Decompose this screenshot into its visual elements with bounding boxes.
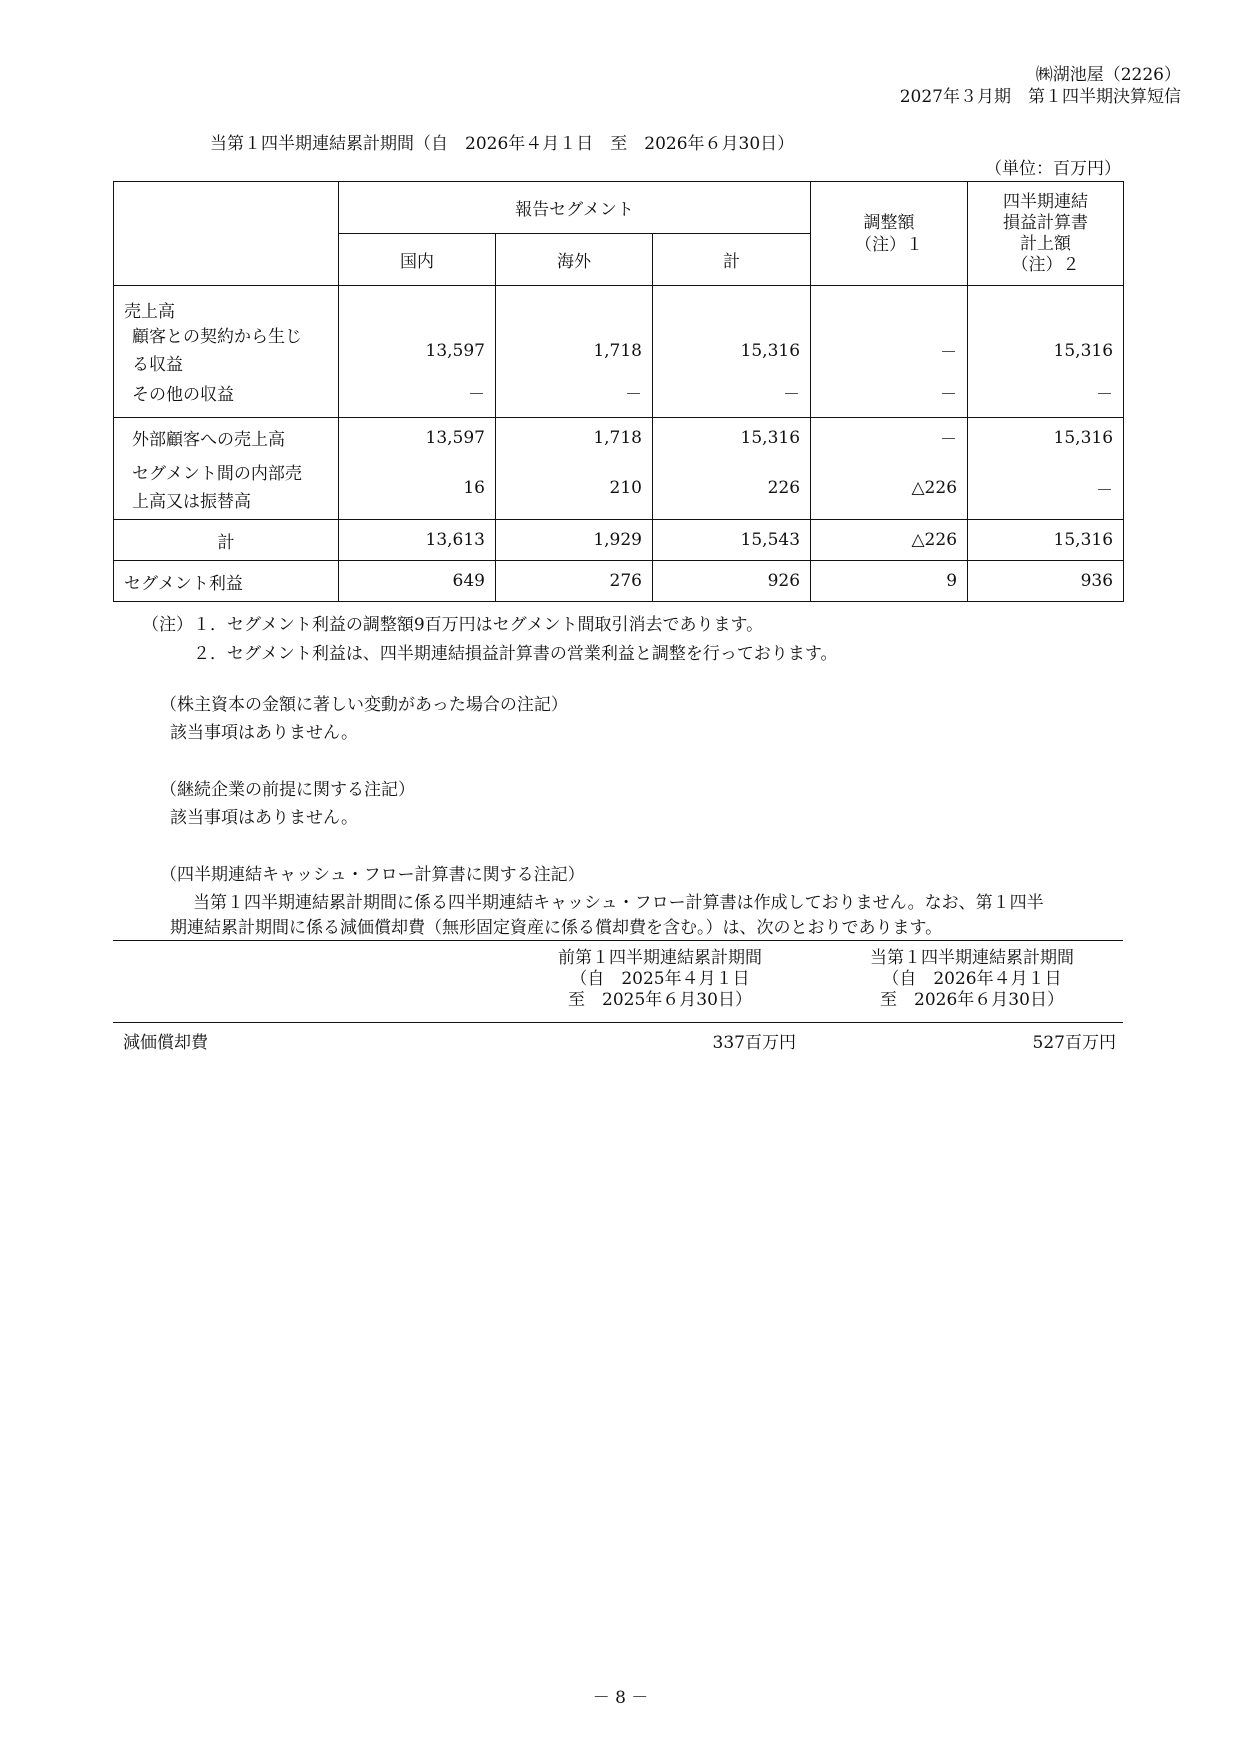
header-reported-segment: 報告セグメント <box>339 182 811 234</box>
section-body-going-concern: 該当事項はありません。 <box>170 808 359 828</box>
table-row-segment-profit <box>114 561 1124 602</box>
section-body-cashflow-line2: 期連結累計期間に係る減価償却費（無形固定資産に係る償却費を含む。）は、次のとおりであります。 <box>170 918 943 938</box>
page-number: － 8 － <box>592 1688 649 1708</box>
cell-value: 16 <box>339 458 496 520</box>
depreciation-table-mid-rule <box>113 1022 1123 1023</box>
cell-value: － <box>339 380 496 418</box>
cell-value: △226 <box>811 520 968 561</box>
cell-value: 1,718 <box>496 322 653 380</box>
cell-value: 276 <box>496 561 653 602</box>
cell-value: 15,543 <box>653 520 811 561</box>
company-name: ㈱湖池屋（2226） <box>1035 65 1181 85</box>
row-label: その他の収益 <box>114 380 339 418</box>
cell-value: 13,597 <box>339 418 496 458</box>
cell-value: 936 <box>968 561 1124 602</box>
cell-value: 649 <box>339 561 496 602</box>
header-subtotal: 計 <box>653 234 811 286</box>
cell-value: － <box>811 418 968 458</box>
table-row-contract-revenue <box>114 322 1124 380</box>
row-label: セグメント利益 <box>114 561 339 602</box>
cell-value: 13,613 <box>339 520 496 561</box>
cell-value: － <box>496 380 653 418</box>
cell-value: － <box>653 380 811 418</box>
cell-value: △226 <box>811 458 968 520</box>
header-domestic: 国内 <box>339 234 496 286</box>
cell-value: 226 <box>653 458 811 520</box>
table-note-2: ２．セグメント利益は、四半期連結損益計算書の営業利益と調整を行っております。 <box>193 644 838 664</box>
cell-value: 15,316 <box>968 520 1124 561</box>
cell-value: － <box>968 458 1124 520</box>
cell-value: － <box>968 380 1124 418</box>
depreciation-header-curr: 当第１四半期連結累計期間 （自 2026年４月１日 至 2026年６月30日） <box>870 948 1074 1010</box>
table-row-external-sales <box>114 418 1124 458</box>
depreciation-table-top-rule <box>113 940 1123 941</box>
section-title-cashflow: （四半期連結キャッシュ・フロー計算書に関する注記） <box>160 865 585 885</box>
header-pl-amount: 四半期連結 損益計算書 計上額 （注）２ <box>968 182 1124 286</box>
depreciation-header-prev: 前第１四半期連結累計期間 （自 2025年４月１日 至 2025年６月30日） <box>558 948 762 1010</box>
cell-value: 1,929 <box>496 520 653 561</box>
table-row-inter-segment <box>114 458 1124 520</box>
row-label: 売上高 <box>114 286 339 322</box>
row-label: 顧客との契約から生じ る収益 <box>114 322 339 380</box>
cell-value: 9 <box>811 561 968 602</box>
report-title: 2027年３月期 第１四半期決算短信 <box>899 87 1181 107</box>
table-corner-cell <box>114 182 339 286</box>
cell-value: 15,316 <box>653 322 811 380</box>
cell-value: 15,316 <box>968 418 1124 458</box>
table-note-1: （注）１．セグメント利益の調整額9百万円はセグメント間取引消去であります。 <box>142 615 764 635</box>
section-body-equity: 該当事項はありません。 <box>170 723 359 743</box>
section-body-cashflow-line1: 当第１四半期連結累計期間に係る四半期連結キャッシュ・フロー計算書は作成しておりません。なお、第１四半 <box>193 893 1044 913</box>
table-row-total <box>114 520 1124 561</box>
cell-value: － <box>811 322 968 380</box>
cell-value: 210 <box>496 458 653 520</box>
table-row-sales-heading <box>114 286 1124 322</box>
row-label: 外部顧客への売上高 <box>114 418 339 458</box>
cell-value: 1,718 <box>496 418 653 458</box>
cell-value: 15,316 <box>968 322 1124 380</box>
section-title-equity: （株主資本の金額に著しい変動があった場合の注記） <box>160 695 568 715</box>
period-title: 当第１四半期連結累計期間（自 2026年４月１日 至 2026年６月30日） <box>210 134 795 154</box>
section-title-going-concern: （継続企業の前提に関する注記） <box>160 780 415 800</box>
cell-value: － <box>811 380 968 418</box>
row-label: セグメント間の内部売 上高又は振替高 <box>114 458 339 520</box>
table-row-other-revenue <box>114 380 1124 418</box>
depreciation-label: 減価償却費 <box>123 1033 208 1053</box>
page-header <box>900 64 1181 108</box>
depreciation-prev-value: 337百万円 <box>712 1033 796 1053</box>
segment-table <box>113 181 1124 602</box>
cell-value: 926 <box>653 561 811 602</box>
header-adjustment: 調整額 （注）１ <box>811 182 968 286</box>
cell-value: 13,597 <box>339 322 496 380</box>
depreciation-curr-value: 527百万円 <box>1032 1033 1116 1053</box>
unit-label: （単位：百万円） <box>985 159 1121 179</box>
cell-value: 15,316 <box>653 418 811 458</box>
header-overseas: 海外 <box>496 234 653 286</box>
row-label: 計 <box>114 520 339 561</box>
